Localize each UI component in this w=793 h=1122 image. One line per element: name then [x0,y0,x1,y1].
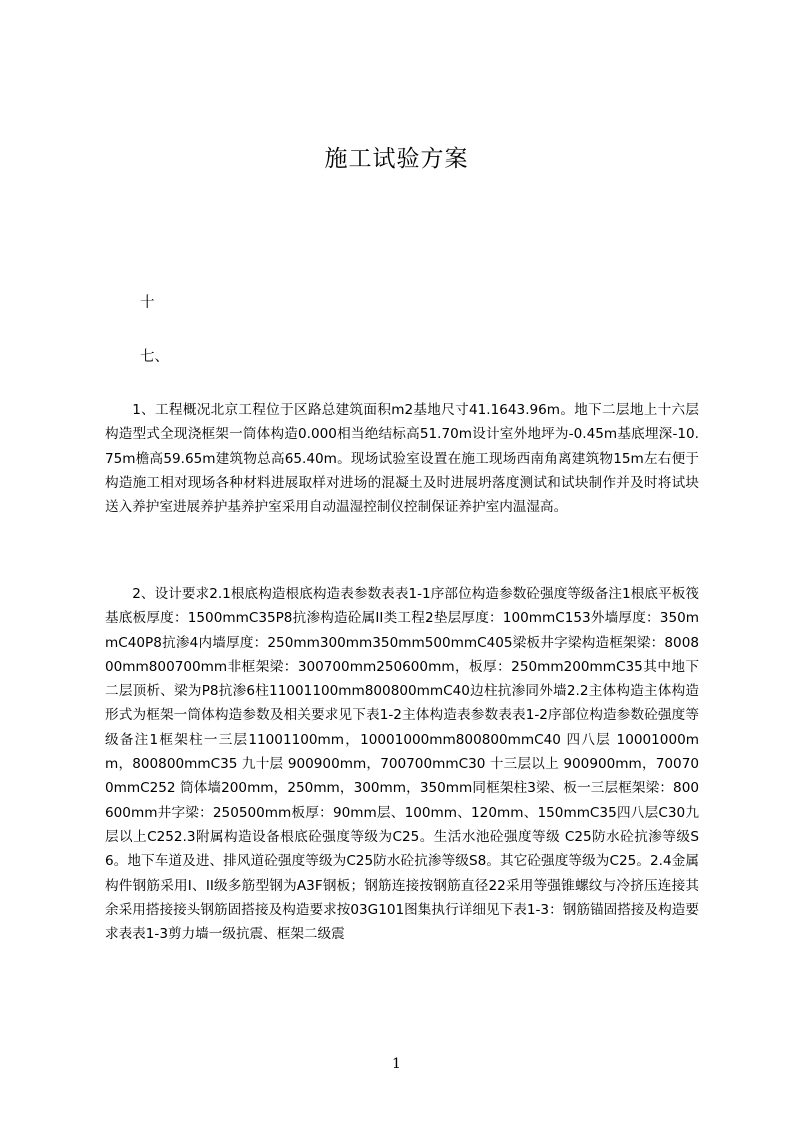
page-title: 施工试验方案 [324,146,469,172]
paragraph-design-requirements: 2、设计要求2.1根底构造根底构造表参数表表1-1序部位构造参数砼强度等级备注1根底平板筏基底板厚度：1500mmC35P8抗渗构造砼属II类工程2垫层厚度：100mmC153外墙厚度：350mmC40P8抗渗4内墙厚度：250mm300mm350mm500mmC405梁板井字梁构造框架梁：800800mm800700mm非框架梁：300700mm250600mm，板厚：250mm200mmC35其中地下二层顶析、梁为P8抗渗6柱11001100mm800800mmC40边柱抗渗同外墙2.2主体构造主体构造形式为框架一筒体构造参数及相关要求见下表1-2主体构造表参数表表1-2序部位构造参数砼强度等级备注1框架柱一三层11001100mm，10001000mm800800mmC40 四八层 10001000mm，800800mmC35 九十层 900900mm，700700mmC30 十三层以上 900900mm，700700mmC252 筒体墙200mm，250mm，300mm，350mm同框架柱3梁、板一三层框架梁：800600mm井字梁：250500mm板厚：90mm层、100mm、120mm、150mmC35四八层C30九层以上C252.3附属构造设备根底砼强度等级为C25。生活水池砼强度等级 C25防水砼抗渗等级S6。地下车道及进、排风道砼强度等级为C25防水砼抗渗等级S8。其它砼强度等级为C25。2.4金属构件钢筋采用I、II级多筋型钢为A3F钢板；钢筋连接按钢筋直径22采用等强锥螺纹与冷挤压连接其余采用搭接接头钢筋固搭接及构造要求按03G101图集执行详细见下表1-3：钢筋锚固搭接及构造要求表表1-3剪力墙一级抗震、框架二级震 [105,586,699,943]
page-number: 1 [392,1056,401,1072]
section-heading-ten: 十 [140,295,155,311]
section-heading-seven: 七、 [140,349,169,365]
paragraph-project-overview: 1、工程概况北京工程位于区路总建筑面积m2基地尺寸41.1643.96m。地下二层地上十六层构造型式全现浇框架一筒体构造0.000相当绝结标高51.70m设计室外地坪为-0.45m基底埋深-10.75m檐高59.65m建筑物总高65.40m。现场试验室设置在施工现场西南角离建筑物15m左右便于构造施工相对现场各种材料进展取样对进场的混凝土及时进展坍落度测试和试块制作并及时将试块送入养护室进展养护基养护室采用自动温湿控制仪控制保证养护室内温湿高。 [105,402,699,516]
